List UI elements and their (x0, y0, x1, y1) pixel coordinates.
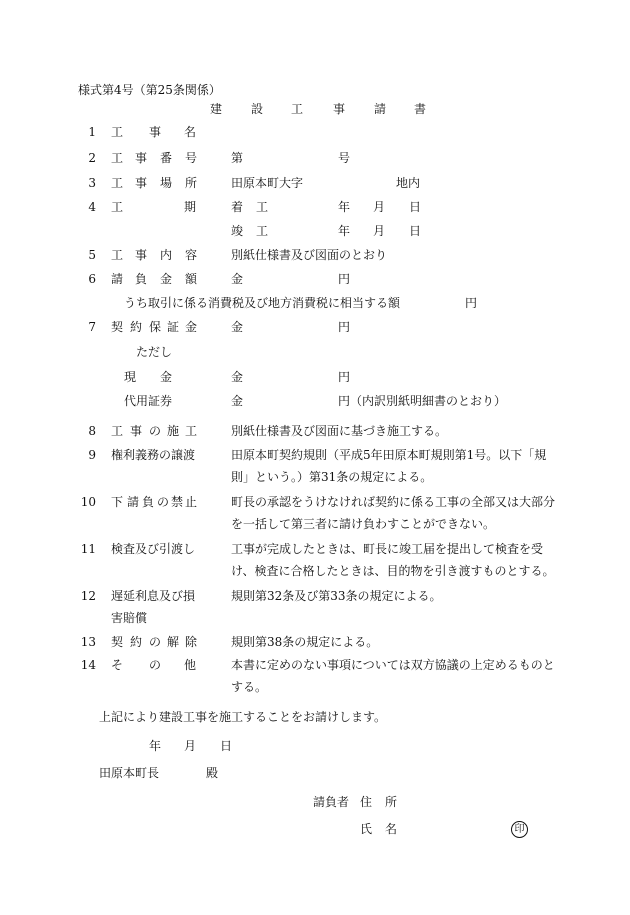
item-6 (0, 273, 630, 313)
cash-label-char: 現 (124, 370, 137, 384)
item-text-line: 本書に定めのない事項については双方協議の上定めるものと (231, 658, 555, 672)
item-value: 第 (231, 151, 244, 165)
item-label-char: 事 (135, 248, 148, 262)
item-label-char: 負 (142, 495, 155, 509)
item-number: 4 (88, 200, 96, 214)
item-label-char: 事 (135, 151, 148, 165)
item-label-char: 金 (160, 272, 173, 286)
item-label-char: 番 (160, 151, 173, 165)
address-label-char: 所 (385, 795, 398, 809)
item-value: 別紙仕様書及び図面のとおり (231, 248, 388, 262)
item-label-char: 証 (167, 320, 180, 334)
item-label-char: 所 (185, 176, 198, 190)
item-label-char: 禁 (171, 495, 184, 509)
item-label: 遅延利息及び損 (111, 589, 196, 603)
item-3 (0, 177, 630, 191)
item-label-char: 負 (135, 272, 148, 286)
closing-statement: 上記により建設工事を施工することをお請けします。 (99, 710, 387, 724)
seal-mark: 印 (511, 821, 528, 838)
item-label-char: 工 (111, 151, 124, 165)
item-1 (0, 126, 630, 140)
item-8 (0, 425, 630, 439)
item-label-char: 工 (111, 200, 124, 214)
item-label-char: 内 (160, 248, 173, 262)
end-label-char: 工 (256, 224, 269, 238)
item-label-char: 約 (130, 635, 143, 649)
date-year: 年 (149, 739, 162, 753)
item-number: 2 (88, 151, 96, 165)
item-number: 3 (88, 176, 96, 190)
item-number: 8 (88, 424, 96, 438)
item-13 (0, 636, 630, 650)
item-label-char: 金 (185, 320, 198, 334)
document-title (210, 103, 430, 117)
start-day: 日 (409, 200, 422, 214)
start-label-char: 工 (256, 200, 269, 214)
item-9 (0, 449, 630, 489)
item-label-char: 工 (111, 424, 124, 438)
item-2 (0, 152, 630, 166)
end-label-char: 竣 (231, 224, 244, 238)
item-text-line: する。 (231, 680, 268, 694)
item-7 (0, 321, 630, 411)
item-value: 金 (231, 272, 244, 286)
title-char: 建 (210, 102, 223, 116)
form-number: 様式第4号（第25条関係） (78, 83, 221, 97)
item-label-char: 解 (167, 635, 180, 649)
item-label-char: の (149, 658, 162, 672)
end-month: 月 (373, 224, 386, 238)
item-value: 円 (338, 272, 351, 286)
item-number: 10 (80, 495, 96, 509)
date-day: 日 (220, 739, 233, 753)
cash-value: 金 (231, 370, 244, 384)
item-text-line: 町長の承認をうけなければ契約に係る工事の全部又は大部分 (231, 495, 556, 509)
item-label-char: 事 (135, 176, 148, 190)
item-number: 7 (88, 320, 96, 334)
item-value: 別紙仕様書及び図面に基づき施工する。 (231, 424, 448, 438)
item-label-char: 事 (130, 424, 143, 438)
item-text-line: 工事が完成したときは、町長に竣工届を提出して検査を受 (231, 542, 544, 556)
item-10 (0, 496, 630, 536)
item-value: 田原本町大字 (231, 176, 304, 190)
title-char: 工 (291, 102, 304, 116)
item-label-char: 約 (130, 320, 143, 334)
item-number: 13 (80, 635, 96, 649)
cash-label-char: 金 (160, 370, 173, 384)
item-label-char: 施 (167, 424, 180, 438)
name-label-char: 名 (385, 822, 398, 836)
item-number: 9 (88, 448, 96, 462)
item-text-line: 則」という。）第31条の規定による。 (231, 470, 433, 484)
address-label-char: 住 (360, 795, 373, 809)
cash-value: 円 (338, 370, 351, 384)
item-label-char: 場 (160, 176, 173, 190)
item-label-char: 工 (111, 176, 124, 190)
item-label-char: の (149, 635, 162, 649)
item-value: 号 (338, 151, 351, 165)
item-value: 金 (231, 320, 244, 334)
item-value: 円 (338, 320, 351, 334)
date-line (0, 740, 630, 754)
contractor-address-line (0, 796, 630, 810)
item-label-char: 契 (111, 320, 124, 334)
title-char: 書 (414, 102, 427, 116)
item-label-char: 下 (111, 495, 124, 509)
item-label-char: 除 (185, 635, 198, 649)
securities-label: 代用証券 (124, 394, 173, 408)
item-number: 6 (88, 272, 96, 286)
start-year: 年 (338, 200, 351, 214)
addressee-line (0, 767, 630, 781)
tax-yen: 円 (465, 296, 478, 310)
item-value: 規則第38条の規定による。 (231, 635, 379, 649)
item-label-char: 工 (111, 248, 124, 262)
item-12 (0, 590, 630, 630)
item-label-char: 他 (184, 658, 197, 672)
item-number: 11 (80, 542, 96, 556)
item-number: 12 (80, 589, 96, 603)
end-year: 年 (338, 224, 351, 238)
item-label-char: の (149, 424, 162, 438)
item-label-char: 工 (111, 125, 124, 139)
item-4 (0, 201, 630, 241)
item-label: 検査及び引渡し (111, 542, 196, 556)
item-label-char: 額 (185, 272, 198, 286)
addressee-suffix: 殿 (206, 766, 219, 780)
start-label-char: 着 (231, 200, 244, 214)
item-label-char: の (157, 495, 170, 509)
item-text-line: 田原本町契約規則（平成5年田原本町規則第1号。以下「規 (231, 448, 547, 462)
item-label-char: 請 (127, 495, 140, 509)
securities-value: 金 (231, 394, 244, 408)
item-label-char: 請 (111, 272, 124, 286)
item-label-char: 保 (149, 320, 162, 334)
item-11 (0, 543, 630, 583)
item-value: 規則第32条及び第33条の規定による。 (231, 589, 442, 603)
item-label-char: 容 (185, 248, 198, 262)
item-label-char: そ (111, 658, 124, 672)
item-label-char: 期 (184, 200, 197, 214)
proviso-label: ただし (136, 345, 173, 359)
item-label-char: 止 (185, 495, 198, 509)
item-label-char: 工 (185, 424, 198, 438)
item-text-line: け、検査に合格したときは、目的物を引き渡すものとする。 (231, 564, 555, 578)
item-number: 14 (80, 658, 96, 672)
title-char: 事 (333, 102, 346, 116)
start-month: 月 (373, 200, 386, 214)
item-label-char: 名 (184, 125, 197, 139)
item-value: 地内 (396, 176, 421, 190)
title-char: 請 (374, 102, 387, 116)
item-number: 5 (88, 248, 96, 262)
item-14 (0, 659, 630, 699)
contractor-role: 請負者 (313, 795, 350, 809)
end-day: 日 (409, 224, 422, 238)
item-label: 害賠償 (111, 611, 148, 625)
item-number: 1 (88, 125, 96, 139)
date-month: 月 (184, 739, 197, 753)
item-label: 権利義務の譲渡 (111, 448, 196, 462)
name-label-char: 氏 (360, 822, 373, 836)
item-label-char: 契 (111, 635, 124, 649)
item-text-line: を一括して第三者に請け負わすことができない。 (231, 517, 496, 531)
contractor-name-line (0, 823, 630, 839)
item-label-char: 事 (149, 125, 162, 139)
title-char: 設 (251, 102, 264, 116)
item-5 (0, 249, 630, 263)
tax-note: うち取引に係る消費税及び地方消費税に相当する額 (124, 296, 401, 310)
securities-value: 円（内訳別紙明細書のとおり） (338, 394, 507, 408)
addressee-name: 田原本町長 (99, 766, 160, 780)
item-label-char: 号 (185, 151, 198, 165)
